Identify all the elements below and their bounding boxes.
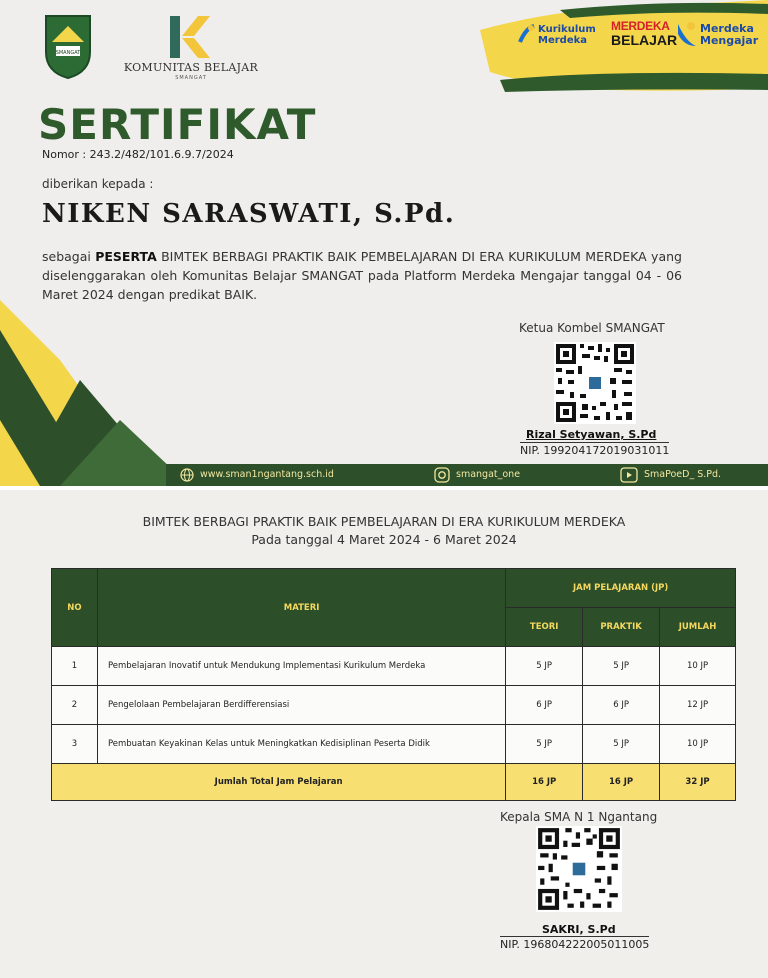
merdeka-mengajar-line2: Mengajar [700, 34, 759, 47]
row-jumlah: 10 JP [660, 725, 736, 764]
merdeka-belajar-logo [611, 19, 678, 48]
desc-rest: BIMTEK BERBAGI PRAKTIK BAIK PEMBELAJARAN DI ERA KURIKULUM MERDEKA yang diselenggarakan oleh Komunitas Belajar SMANGAT pada Platform Merdeka Mengajar tanggal 04 - 06 Maret 2024 dengan predikat BAIK. [42, 249, 682, 302]
certificate-footer [166, 464, 768, 486]
kurikulum-merdeka-line1: Kurikulum [538, 24, 596, 35]
header-materi: MATERI [97, 569, 505, 647]
row-materi: Pembuatan Keyakinan Kelas untuk Meningkatkan Kedisiplinan Peserta Didik [97, 725, 505, 764]
kurikulum-merdeka-line2: Merdeka [538, 35, 588, 46]
footer-website[interactable]: www.sman1ngantang.sch.id [200, 469, 334, 480]
row-jumlah: 12 JP [660, 686, 736, 725]
desc-prefix: sebagai [42, 249, 91, 264]
qr-code-signature-1 [554, 342, 636, 424]
certificate-background-decoration [0, 0, 768, 486]
total-jumlah: 32 JP [660, 764, 736, 801]
row-praktik: 5 JP [583, 647, 660, 686]
header-no: NO [52, 569, 98, 647]
row-teori: 5 JP [506, 725, 583, 764]
schedule-title: BIMTEK BERBAGI PRAKTIK BAIK PEMBELAJARAN DI ERA KURIKULUM MERDEKA [142, 514, 626, 529]
desc-role: PESERTA [95, 249, 157, 264]
footer-instagram[interactable]: smangat_one [456, 469, 521, 480]
merdeka-mengajar-line1: Merdeka [700, 22, 754, 35]
row-materi: Pengelolaan Pembelajaran Berdifferensiasi [97, 686, 505, 725]
header-praktik: PRAKTIK [583, 608, 660, 647]
table-row [52, 686, 736, 725]
principal-title: Kepala SMA N 1 Ngantang [500, 810, 658, 824]
merdeka-mengajar-icon [676, 20, 698, 48]
merdeka-belajar-line1: MERDEKA [611, 19, 670, 33]
signer-title: Ketua Kombel SMANGAT [519, 321, 665, 335]
globe-icon [180, 468, 194, 482]
given-to-label: diberikan kepada : [42, 177, 154, 191]
school-logo-text: SMANGAT [55, 50, 81, 56]
youtube-icon [620, 467, 638, 483]
row-teori: 6 JP [506, 686, 583, 725]
signer-nip: NIP. 199204172019031011 [520, 444, 670, 457]
recipient-name: NIKEN SARASWATI, S.Pd. [42, 199, 456, 229]
certificate-title: SERTIFIKAT [38, 100, 317, 149]
certificate-description [42, 247, 682, 304]
table-total-row [52, 764, 736, 801]
instagram-icon [434, 467, 450, 483]
schedule-subtitle: Pada tanggal 4 Maret 2024 - 6 Maret 2024 [251, 532, 517, 547]
kurikulum-merdeka-icon [516, 22, 536, 46]
header-jp: JAM PELAJARAN (JP) [506, 569, 736, 608]
merdeka-belajar-line2: BELAJAR [611, 32, 678, 48]
qr-code-signature-2 [536, 826, 622, 912]
principal-nip: NIP. 196804222005011005 [500, 938, 650, 951]
total-teori: 16 JP [506, 764, 583, 801]
header-jumlah: JUMLAH [660, 608, 736, 647]
principal-name: SAKRI, S.Pd [542, 923, 616, 936]
certificate-number: Nomor : 243.2/482/101.6.9.7/2024 [42, 148, 234, 161]
kb-logo-sub: SMANGAT [175, 75, 207, 81]
school-logo [42, 12, 94, 80]
schedule-table [51, 568, 736, 801]
header-teori: TEORI [506, 608, 583, 647]
row-no: 1 [52, 647, 98, 686]
table-row [52, 725, 736, 764]
row-no: 3 [52, 725, 98, 764]
total-praktik: 16 JP [583, 764, 660, 801]
footer-youtube[interactable]: SmaPoeD_ S.Pd. [644, 469, 722, 480]
row-jumlah: 10 JP [660, 647, 736, 686]
row-no: 2 [52, 686, 98, 725]
certificate-page [0, 0, 768, 486]
table-row [52, 647, 736, 686]
signer-name: Rizal Setyawan, S.Pd [526, 428, 657, 441]
total-label: Jumlah Total Jam Pelajaran [52, 764, 506, 801]
kb-logo-icon [168, 14, 212, 60]
row-teori: 5 JP [506, 647, 583, 686]
row-praktik: 5 JP [583, 725, 660, 764]
schedule-page [0, 490, 768, 978]
kb-logo-name: KOMUNITAS BELAJAR [123, 61, 259, 74]
row-materi: Pembelajaran Inovatif untuk Mendukung Implementasi Kurikulum Merdeka [97, 647, 505, 686]
row-praktik: 6 JP [583, 686, 660, 725]
